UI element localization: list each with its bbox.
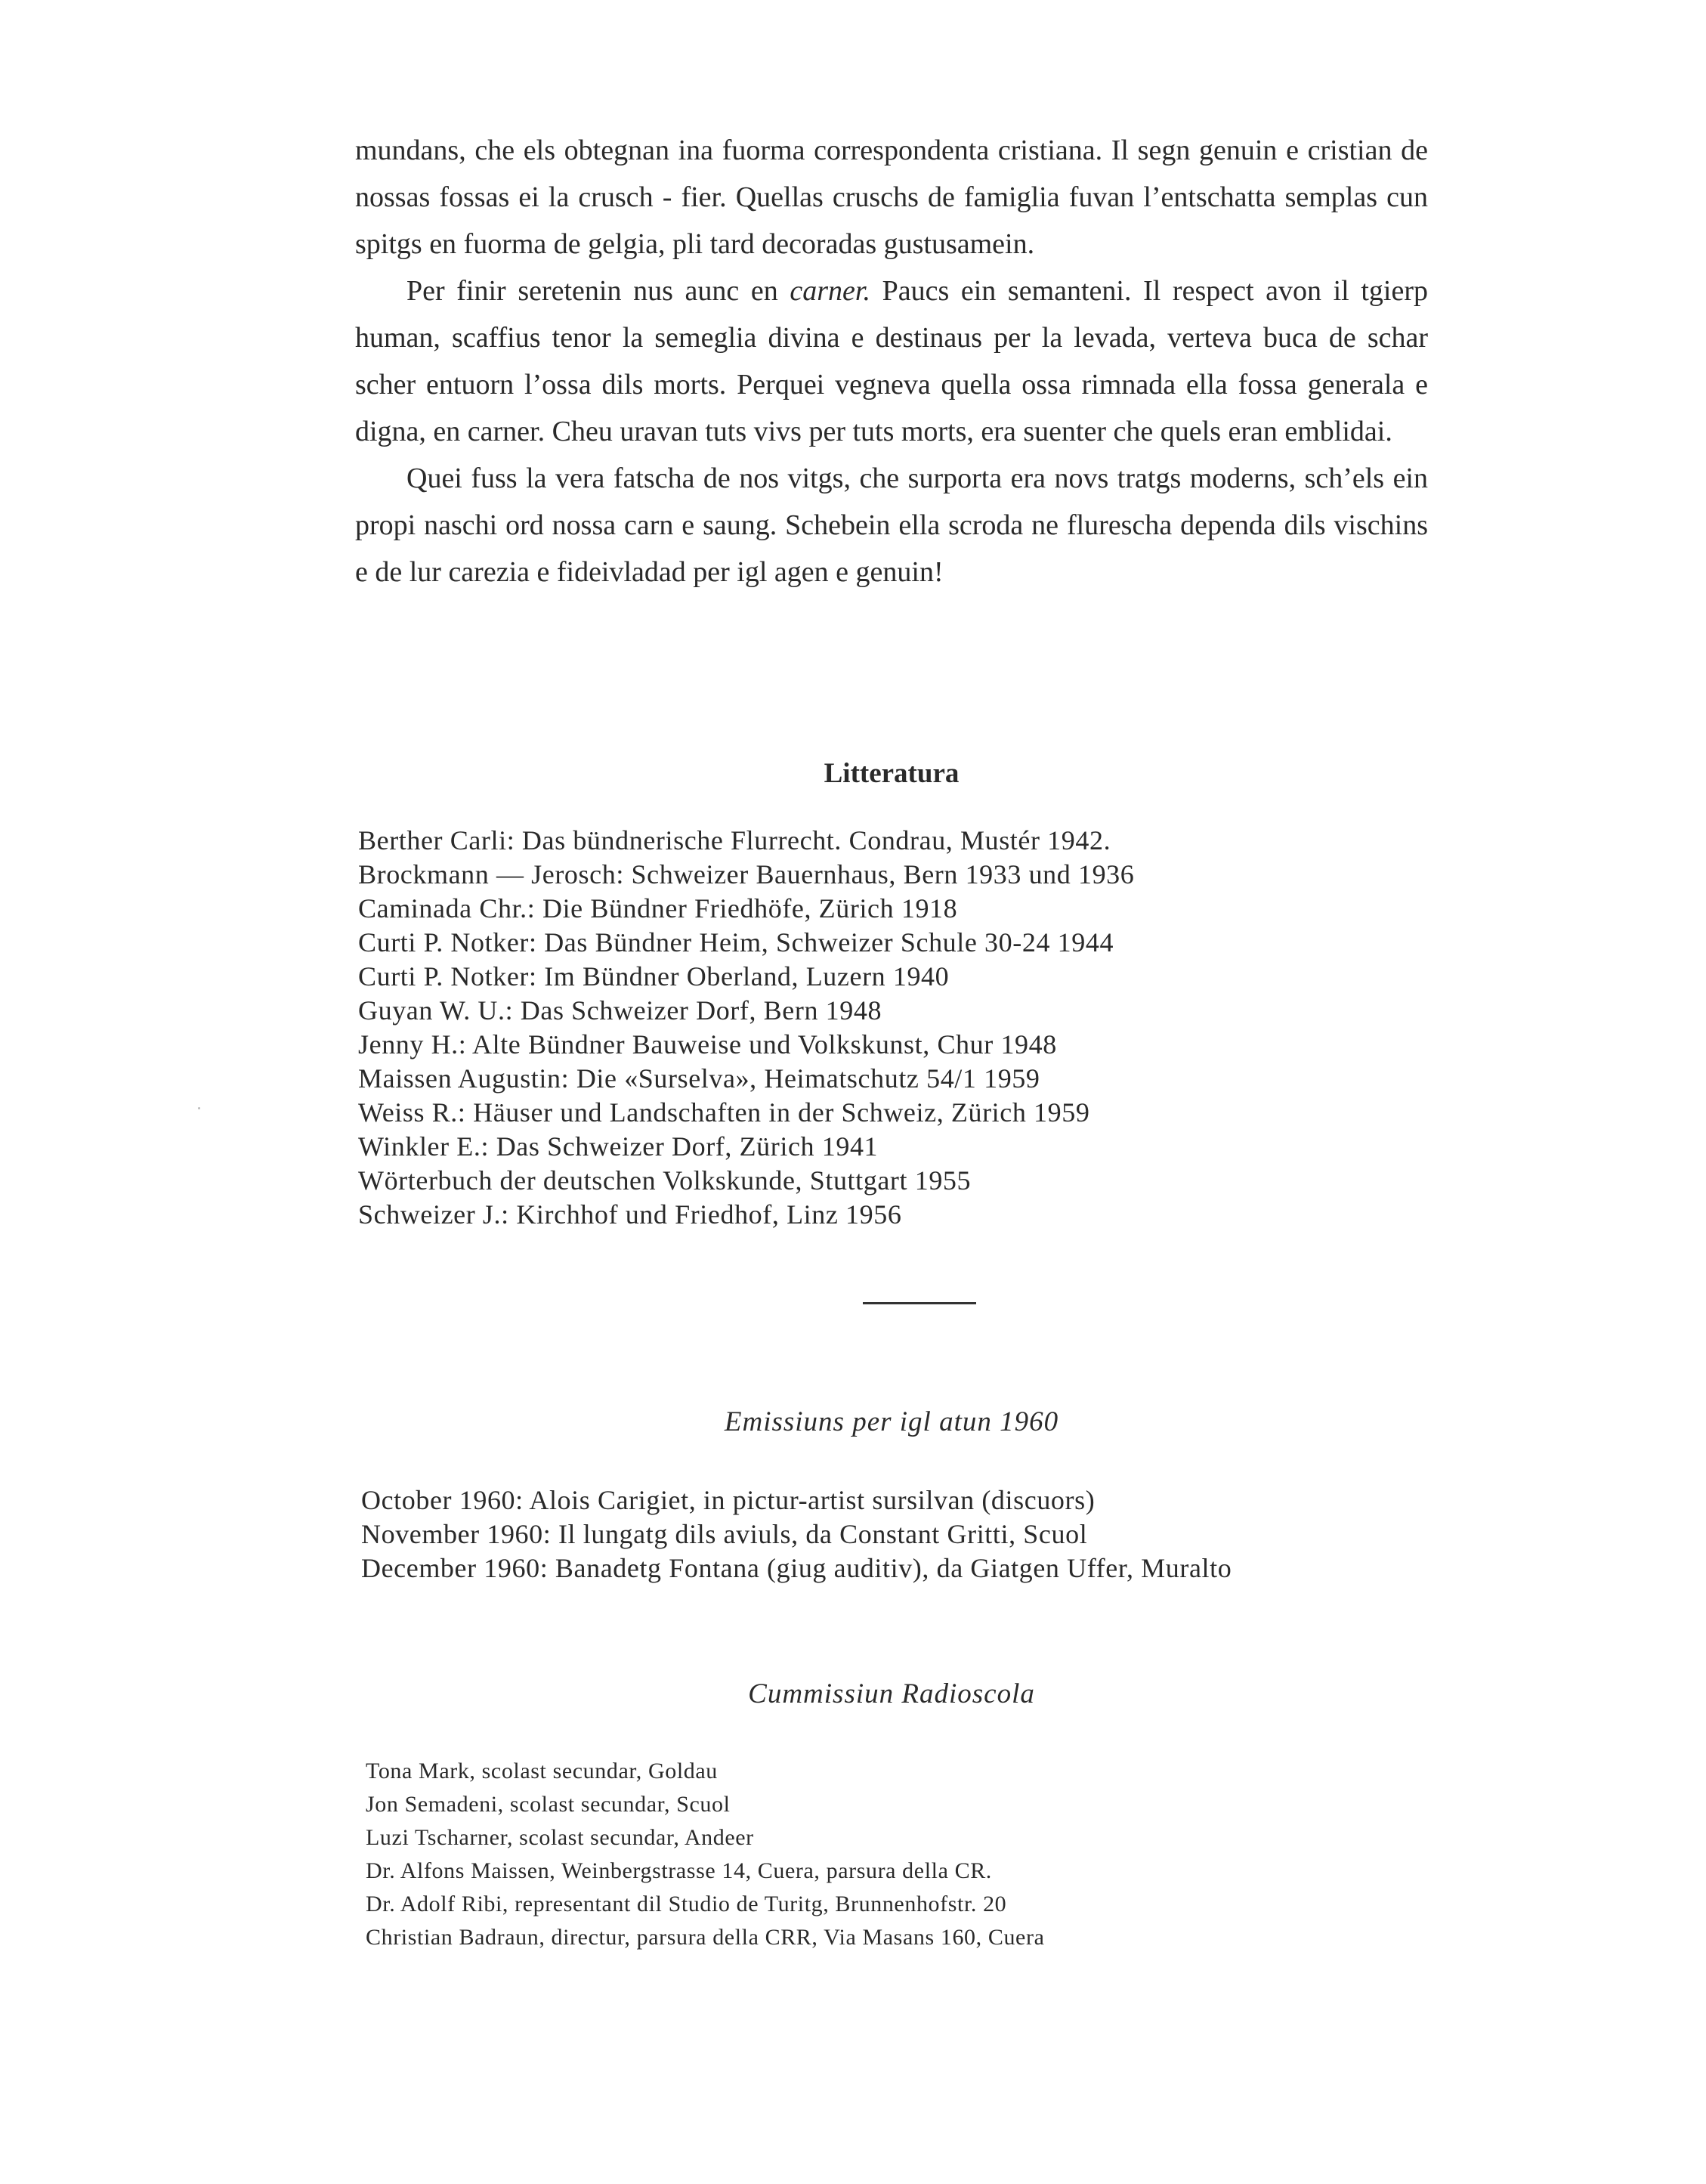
- broadcast-schedule-list: [361, 1483, 1232, 1585]
- paragraph-continuation: mundans, che els obtegnan ina fuorma correspondenta cristiana. Il segn genuin e cristian de nossas fossas ei la crusch - fier. Quellas cruschs de famiglia fuvan l’entschatta semplas cun spitgs en fuorma de gelgia, pli tard decoradas gustusamein.: [355, 135, 1428, 260]
- commission-member: Christian Badraun, directur, parsura della CRR, Via Masans 160, Cuera: [366, 1925, 1045, 1950]
- commission-member: Tona Mark, scolast secundar, Goldau: [366, 1759, 718, 1783]
- bibliography-entry: Weiss R.: Häuser und Landschaften in der Schweiz, Zürich 1959: [358, 1097, 1090, 1128]
- section-divider: [863, 1302, 976, 1304]
- bibliography-entry: Brockmann — Jerosch: Schweizer Bauernhaus, Bern 1933 und 1936: [358, 859, 1135, 889]
- bibliography-entry: Caminada Chr.: Die Bündner Friedhöfe, Zürich 1918: [358, 893, 958, 923]
- scan-speck: [198, 1107, 200, 1109]
- bibliography-entry: Curti P. Notker: Im Bündner Oberland, Luzern 1940: [358, 961, 950, 991]
- commission-member-list: [366, 1755, 1044, 1954]
- commission-member: Dr. Alfons Maissen, Weinbergstrasse 14, Cuera, parsura della CR.: [366, 1858, 992, 1883]
- italic-term: carner.: [790, 275, 870, 307]
- bibliography-list: [358, 824, 1134, 1232]
- bibliography-entry: Maissen Augustin: Die «Surselva», Heimatschutz 54/1 1959: [358, 1063, 1040, 1094]
- paragraph-conclusion: Quei fuss la vera fatscha de nos vitgs, che surporta era novs tratgs moderns, sch’els ein propi naschi ord nossa carn e saung. Schebein ella scroda ne flurescha dependa dils vischins e de lur carezia e fideivladad per igl agen e genuin!: [355, 462, 1428, 588]
- emissiuns-heading: Emissiuns per igl atun 1960: [724, 1406, 1059, 1437]
- cummissiun-heading: Cummissiun Radioscola: [748, 1678, 1035, 1709]
- commission-member: Jon Semadeni, scolast secundar, Scuol: [366, 1792, 731, 1817]
- bibliography-entry: Wörterbuch der deutschen Volkskunde, Stuttgart 1955: [358, 1165, 972, 1196]
- bibliography-entry: Jenny H.: Alte Bündner Bauweise und Volkskunst, Chur 1948: [358, 1029, 1057, 1060]
- body-text: [355, 127, 1428, 595]
- bibliography-entry: Schweizer J.: Kirchhof und Friedhof, Linz 1956: [358, 1199, 902, 1230]
- litteratura-heading: Litteratura: [824, 758, 960, 789]
- broadcast-entry: December 1960: Banadetg Fontana (giug auditiv), da Giatgen Uffer, Muralto: [361, 1553, 1232, 1583]
- bibliography-entry: Curti P. Notker: Das Bündner Heim, Schweizer Schule 30-24 1944: [358, 927, 1114, 957]
- commission-member: Luzi Tscharner, scolast secundar, Andeer: [366, 1825, 754, 1850]
- bibliography-entry: Berther Carli: Das bündnerische Flurrecht. Condrau, Mustér 1942.: [358, 825, 1111, 855]
- paragraph-carner: Per finir seretenin nus aunc en carner. Paucs ein semanteni. Il respect avon il tgierp human, scaffius tenor la semeglia divina e destinaus per la levada, verteva buca de schar scher entuorn l’ossa dils morts. Perquei vegneva quella ossa rimnada ella fossa generala e digna, en carner. Cheu uravan tuts vivs per tuts morts, era suenter che quels eran emblidai.: [355, 275, 1428, 447]
- broadcast-entry: November 1960: Il lungatg dils aviuls, da Constant Gritti, Scuol: [361, 1519, 1088, 1549]
- commission-member: Dr. Adolf Ribi, representant dil Studio de Turitg, Brunnenhofstr. 20: [366, 1892, 1007, 1916]
- bibliography-entry: Guyan W. U.: Das Schweizer Dorf, Bern 1948: [358, 995, 882, 1025]
- bibliography-entry: Winkler E.: Das Schweizer Dorf, Zürich 1941: [358, 1131, 879, 1162]
- broadcast-entry: October 1960: Alois Carigiet, in pictur-artist sursilvan (discuors): [361, 1485, 1096, 1515]
